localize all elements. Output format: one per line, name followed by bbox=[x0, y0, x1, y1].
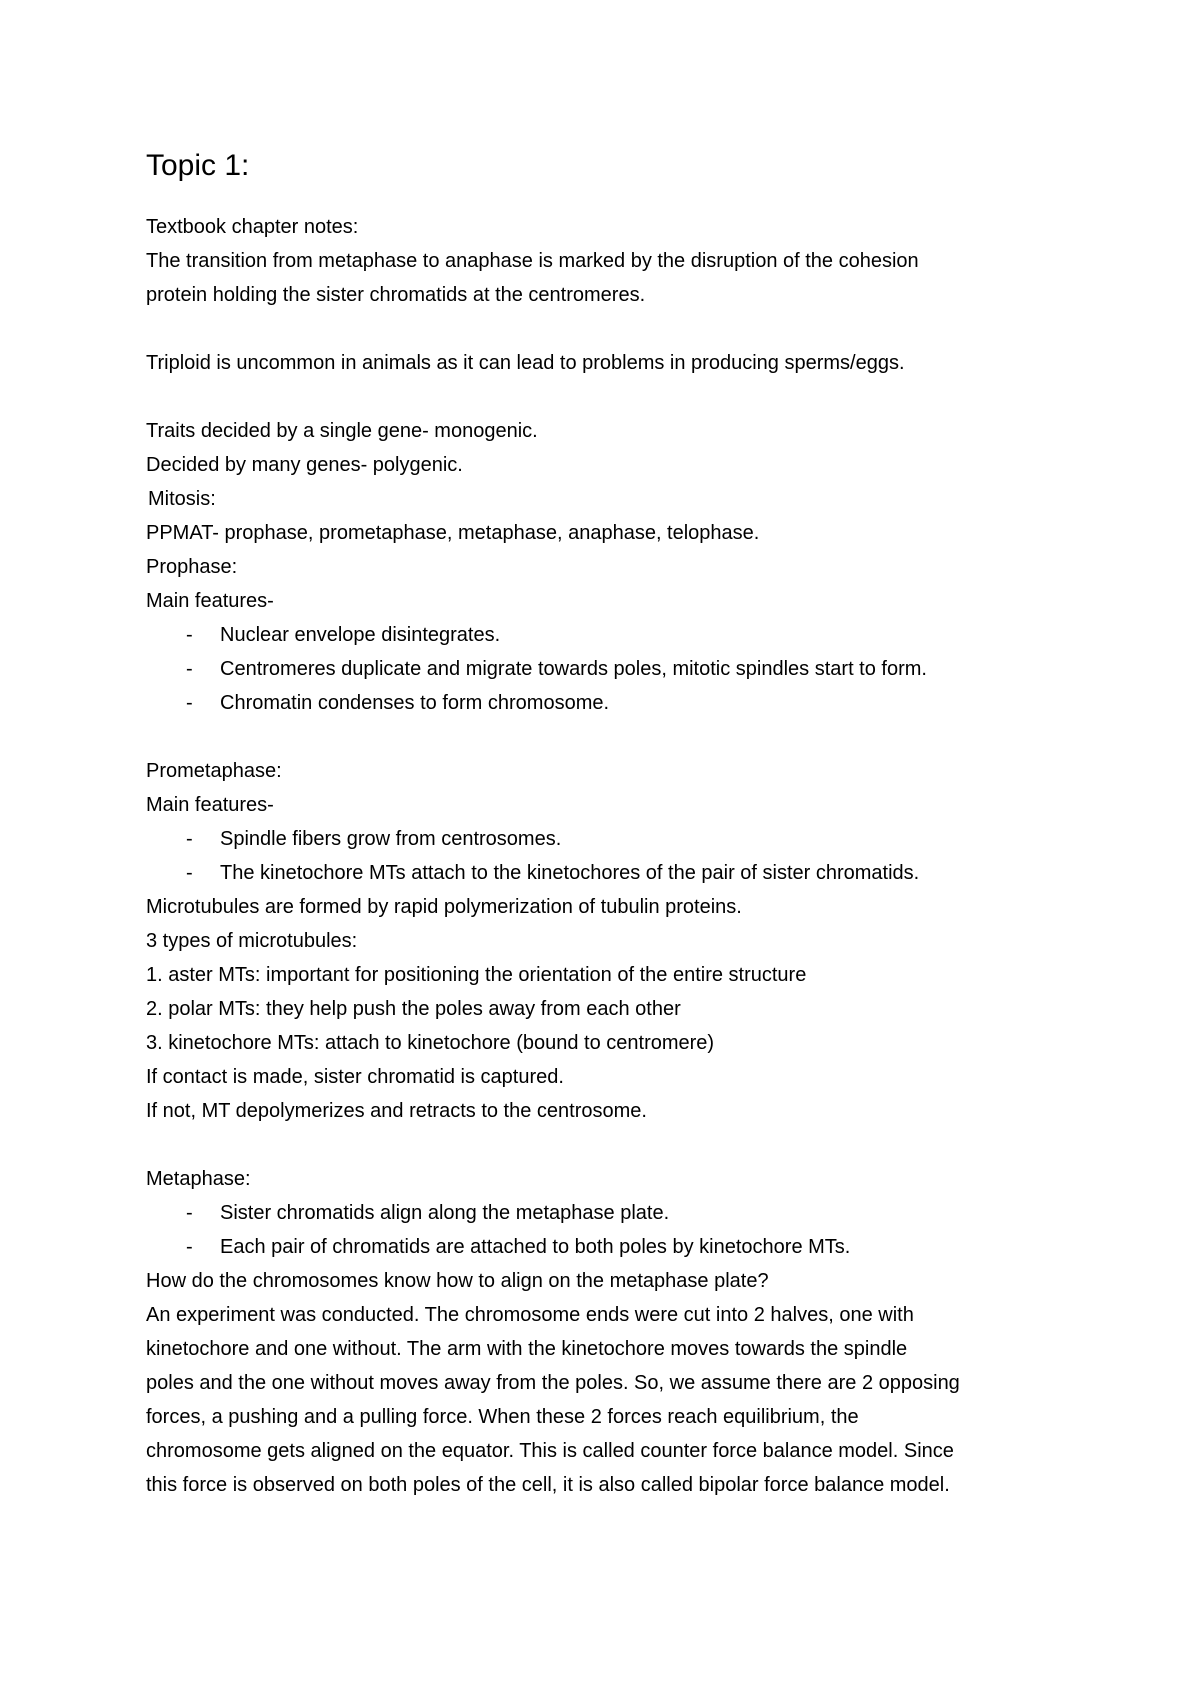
paragraph-traits-monogenic: Traits decided by a single gene- monogenic. bbox=[146, 420, 538, 442]
page-title: Topic 1: bbox=[146, 149, 250, 182]
metaphase-paragraph-line: An experiment was conducted. The chromosome ends were cut into 2 halves, one with bbox=[146, 1304, 914, 1326]
dash-marker: - bbox=[186, 828, 193, 850]
metaphase-paragraph-line: chromosome gets aligned on the equator. This is called counter force balance model. Since bbox=[146, 1440, 954, 1462]
prometaphase-line: 3. kinetochore MTs: attach to kinetochore (bound to centromere) bbox=[146, 1032, 715, 1054]
metaphase-bullet-list bbox=[146, 1196, 1076, 1264]
metaphase-paragraph-line: kinetochore and one without. The arm with the kinetochore moves towards the spindle bbox=[146, 1338, 908, 1360]
document-body bbox=[146, 146, 1076, 1502]
list-item: - Sister chromatids align along the metaphase plate. bbox=[146, 1196, 1076, 1230]
metaphase-paragraph-line: this force is observed on both poles of the cell, it is also called bipolar force balance model. bbox=[146, 1474, 950, 1496]
prometaphase-line: If contact is made, sister chromatid is captured. bbox=[146, 1066, 564, 1088]
list-item: - Spindle fibers grow from centrosomes. bbox=[146, 822, 1076, 856]
heading-mitosis: Mitosis: bbox=[148, 488, 216, 510]
paragraph-triploid: Triploid is uncommon in animals as it can lead to problems in producing sperms/eggs. bbox=[146, 352, 905, 374]
paragraph-transition-line-1: The transition from metaphase to anaphase is marked by the disruption of the cohesion bbox=[146, 250, 919, 272]
prometaphase-line: Microtubules are formed by rapid polymerization of tubulin proteins. bbox=[146, 896, 742, 918]
prophase-main-features: Main features- bbox=[146, 590, 274, 612]
heading-textbook-notes: Textbook chapter notes: bbox=[146, 216, 359, 238]
dash-marker: - bbox=[186, 1236, 193, 1258]
heading-metaphase: Metaphase: bbox=[146, 1168, 251, 1190]
prometaphase-line: 2. polar MTs: they help push the poles away from each other bbox=[146, 998, 681, 1020]
dash-marker: - bbox=[186, 692, 193, 714]
list-item: - Centromeres duplicate and migrate towards poles, mitotic spindles start to form. bbox=[146, 652, 1076, 686]
paragraph-traits-polygenic: Decided by many genes- polygenic. bbox=[146, 454, 463, 476]
list-item: - Chromatin condenses to form chromosome. bbox=[146, 686, 1076, 720]
dash-marker: - bbox=[186, 862, 193, 884]
prometaphase-line: 1. aster MTs: important for positioning the orientation of the entire structure bbox=[146, 964, 807, 986]
dash-marker: - bbox=[186, 658, 193, 680]
list-item: - The kinetochore MTs attach to the kinetochores of the pair of sister chromatids. bbox=[146, 856, 1076, 890]
list-item: - Each pair of chromatids are attached to both poles by kinetochore MTs. bbox=[146, 1230, 1076, 1264]
heading-prometaphase: Prometaphase: bbox=[146, 760, 282, 782]
dash-marker: - bbox=[186, 1202, 193, 1224]
paragraph-ppmat: PPMAT- prophase, prometaphase, metaphase, anaphase, telophase. bbox=[146, 522, 760, 544]
list-item: - Nuclear envelope disintegrates. bbox=[146, 618, 1076, 652]
metaphase-paragraph-line: forces, a pushing and a pulling force. When these 2 forces reach equilibrium, the bbox=[146, 1406, 859, 1428]
paragraph-transition-line-2: protein holding the sister chromatids at the centromeres. bbox=[146, 284, 646, 306]
dash-marker: - bbox=[186, 624, 193, 646]
prometaphase-line: 3 types of microtubules: bbox=[146, 930, 358, 952]
prometaphase-main-features: Main features- bbox=[146, 794, 274, 816]
metaphase-question: How do the chromosomes know how to align on the metaphase plate? bbox=[146, 1270, 769, 1292]
heading-prophase: Prophase: bbox=[146, 556, 238, 578]
prometaphase-line: If not, MT depolymerizes and retracts to the centrosome. bbox=[146, 1100, 647, 1122]
prometaphase-bullet-list bbox=[146, 822, 1076, 890]
metaphase-paragraph-line: poles and the one without moves away from the poles. So, we assume there are 2 opposing bbox=[146, 1372, 960, 1394]
prophase-bullet-list bbox=[146, 618, 1076, 720]
